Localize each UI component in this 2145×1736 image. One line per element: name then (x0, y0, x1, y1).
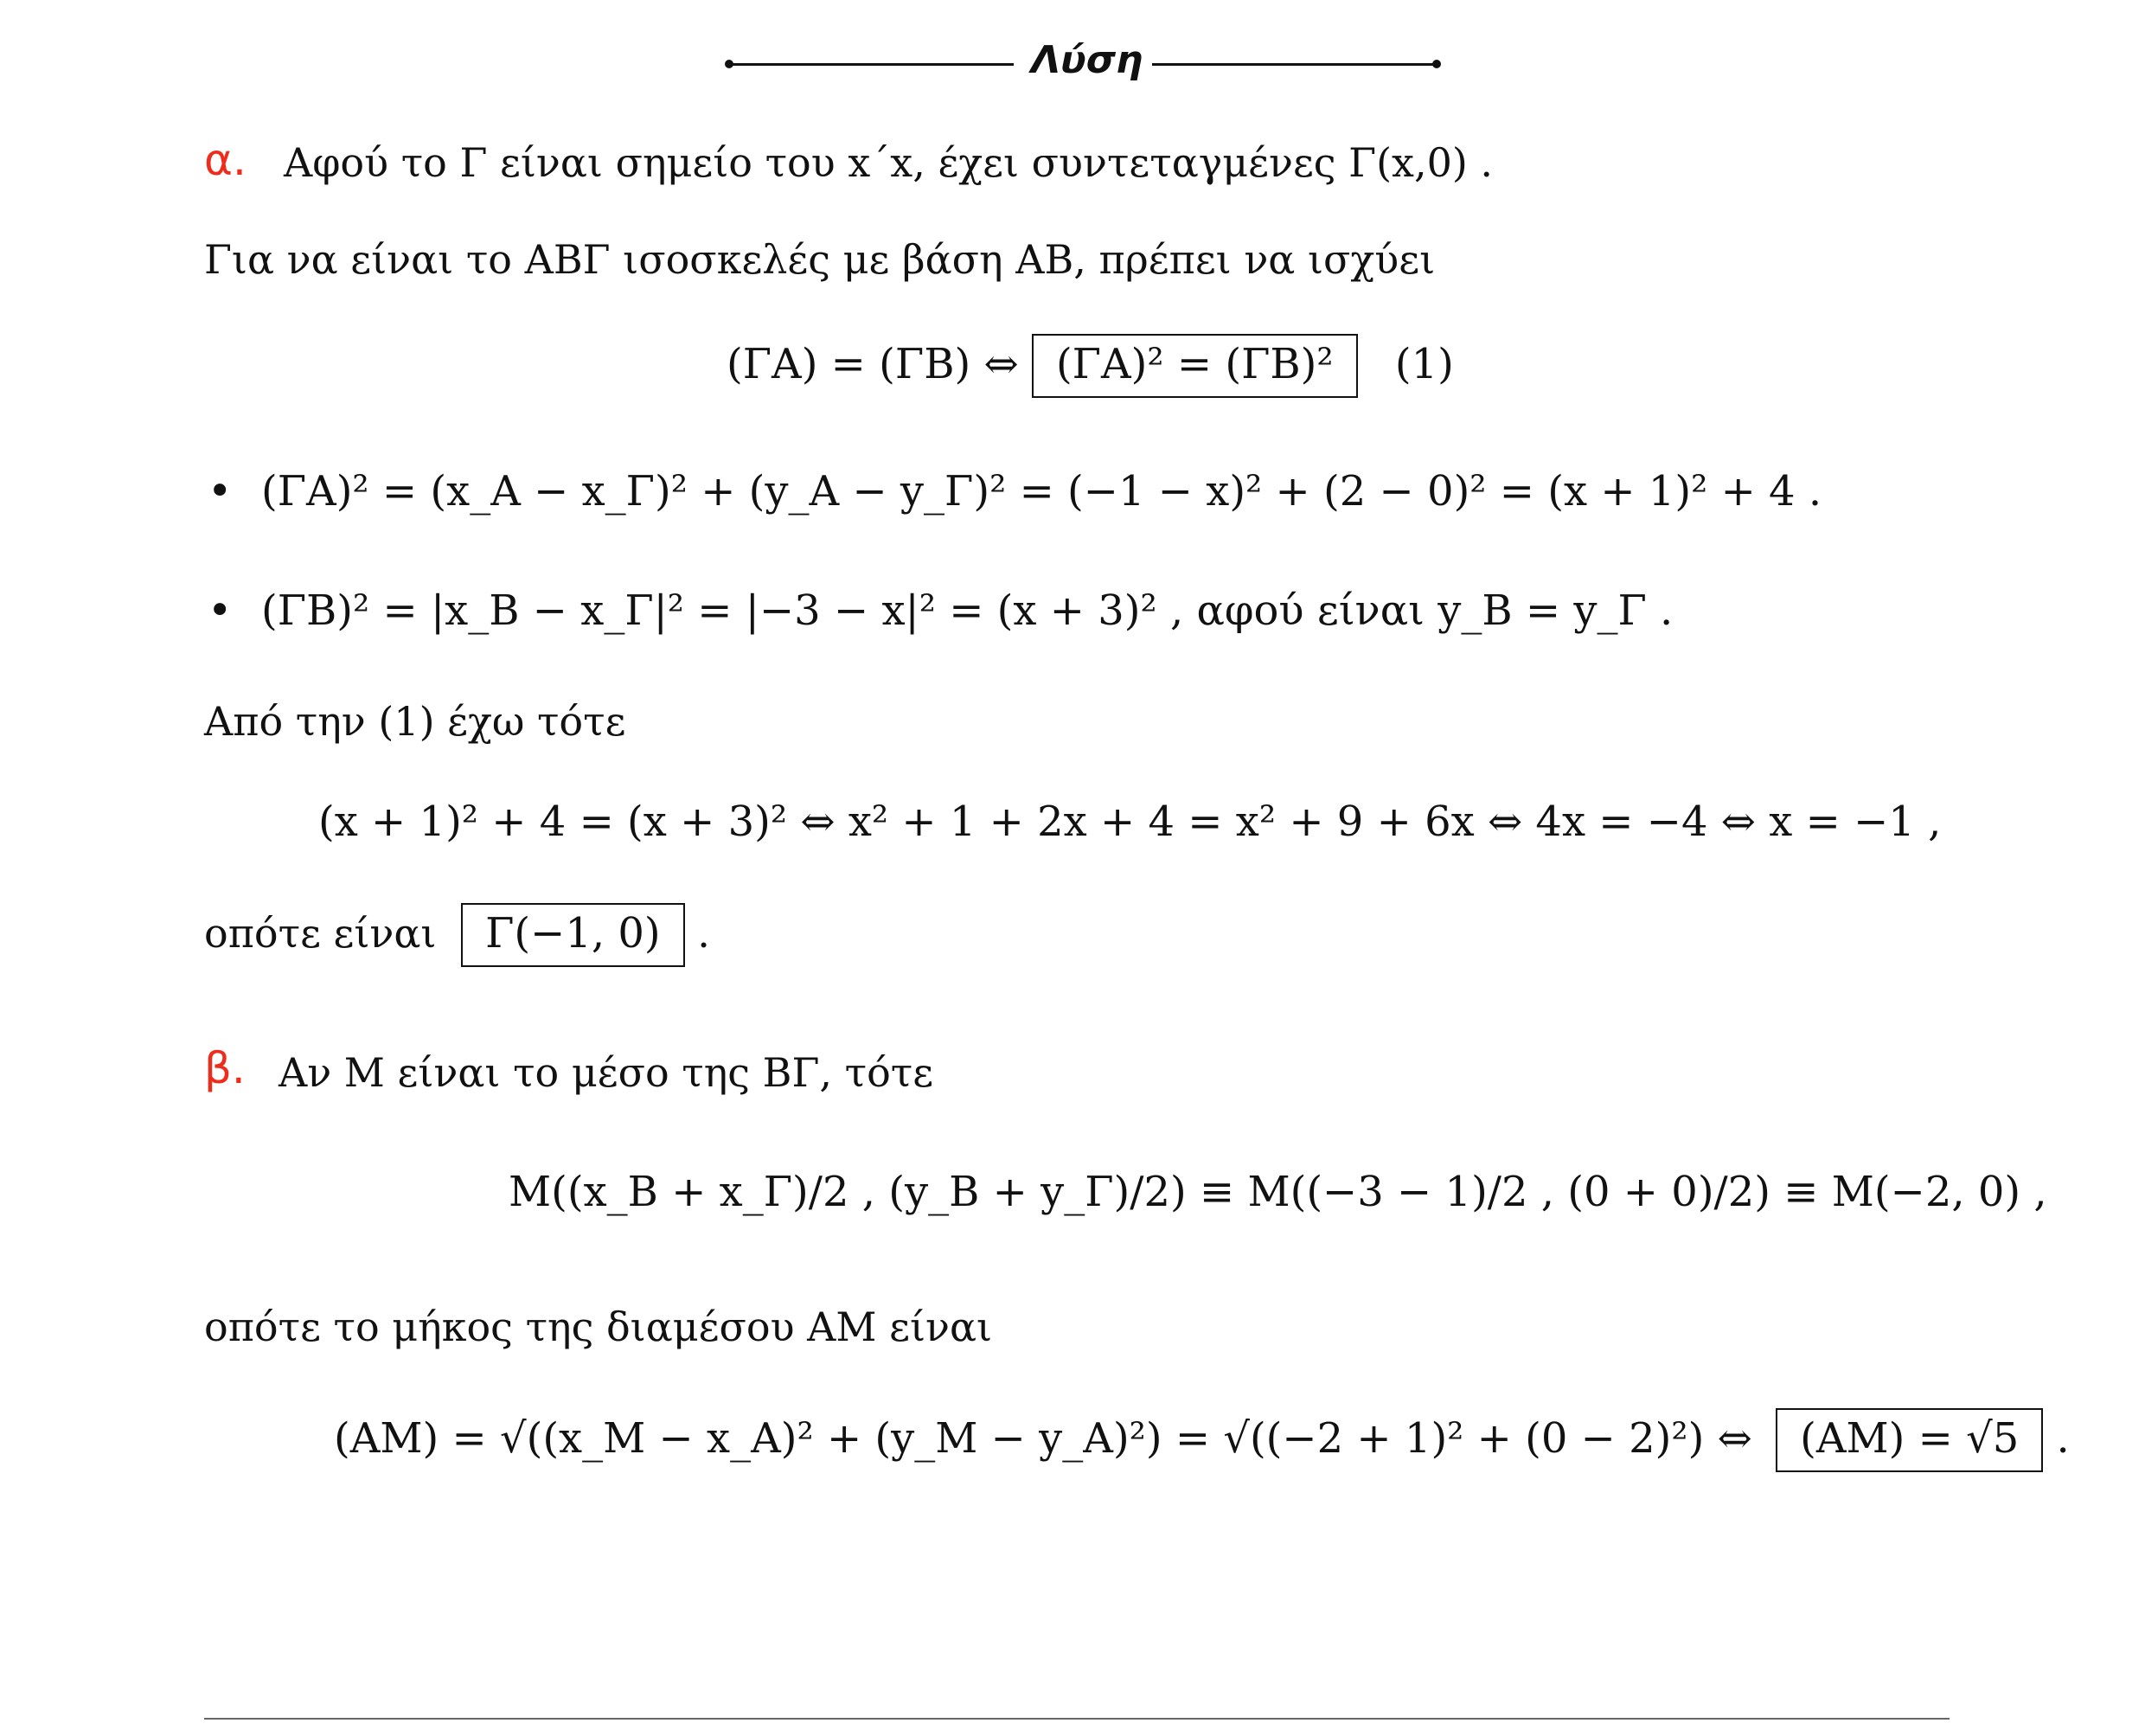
part-a-line4-suffix: . (697, 910, 710, 957)
footer-rule (204, 1718, 1950, 1720)
part-a-line2: Για να είναι το ΑΒΓ ισοσκελές με βάση ΑΒ, πρέπει να ισχύει (204, 236, 1436, 283)
part-a-line4-prefix: οπότε είναι (204, 910, 437, 957)
bullet-2-marker: • (208, 586, 233, 635)
header-rule-right (1152, 63, 1437, 66)
header-rule-left-dot (725, 60, 733, 68)
part-a-line3: Από την (1) έχω τότε (204, 698, 626, 745)
header-rule-right-dot (1432, 60, 1441, 68)
equation-1-box: (ΓΑ)² = (ΓΒ)² (1032, 334, 1358, 398)
part-a-line4 (204, 903, 710, 967)
part-b-line2: οπότε το μήκος της διαμέσου ΑΜ είναι (204, 1304, 993, 1350)
result-box-gamma: Γ(−1, 0) (461, 903, 685, 967)
equation-length-main: (AM) = √((x_Μ − x_Α)² + (y_Μ − y_Α)²) = √((−2 + 1)² + (0 − 2)²) ⇔ (334, 1414, 1752, 1463)
equation-1 (727, 334, 1454, 398)
bullet-1-marker: • (208, 467, 233, 516)
part-b-line3-suffix: . (2056, 1414, 2070, 1463)
bullet-1: (ΓΑ)² = (x_Α − x_Γ)² + (y_Α − y_Γ)² = (−1 − x)² + (2 − 0)² = (x + 1)² + 4 . (261, 467, 1822, 516)
equation-length (334, 1408, 2070, 1472)
part-a-label: α. (204, 135, 247, 185)
header-title: Λύση (1031, 38, 1143, 82)
equation-1-left: (ΓΑ) = (ΓΒ) ⇔ (727, 340, 1019, 388)
equation-2: (x + 1)² + 4 = (x + 3)² ⇔ x² + 1 + 2x + 4 = x² + 9 + 6x ⇔ 4x = −4 ⇔ x = −1 , (318, 798, 1942, 846)
part-b-line1: Αν Μ είναι το μέσο της ΒΓ, τότε (279, 1049, 934, 1096)
part-b-label: β. (204, 1043, 246, 1093)
result-box-am: (AM) = √5 (1776, 1408, 2043, 1472)
equation-1-tag: (1) (1394, 340, 1454, 388)
header-rule-left (728, 63, 1014, 66)
bullet-2: (ΓΒ)² = |x_Β − x_Γ|² = |−3 − x|² = (x + 3)² , αφού είναι y_Β = y_Γ . (261, 586, 1674, 635)
part-a-line1: Αφού το Γ είναι σημείο του x΄x, έχει συντεταγμένες Γ(x,0) . (284, 139, 1494, 186)
equation-midpoint: M((x_Β + x_Γ)/2 , (y_Β + y_Γ)/2) ≡ M((−3 − 1)/2 , (0 + 0)/2) ≡ M(−2, 0) , (509, 1168, 2047, 1216)
